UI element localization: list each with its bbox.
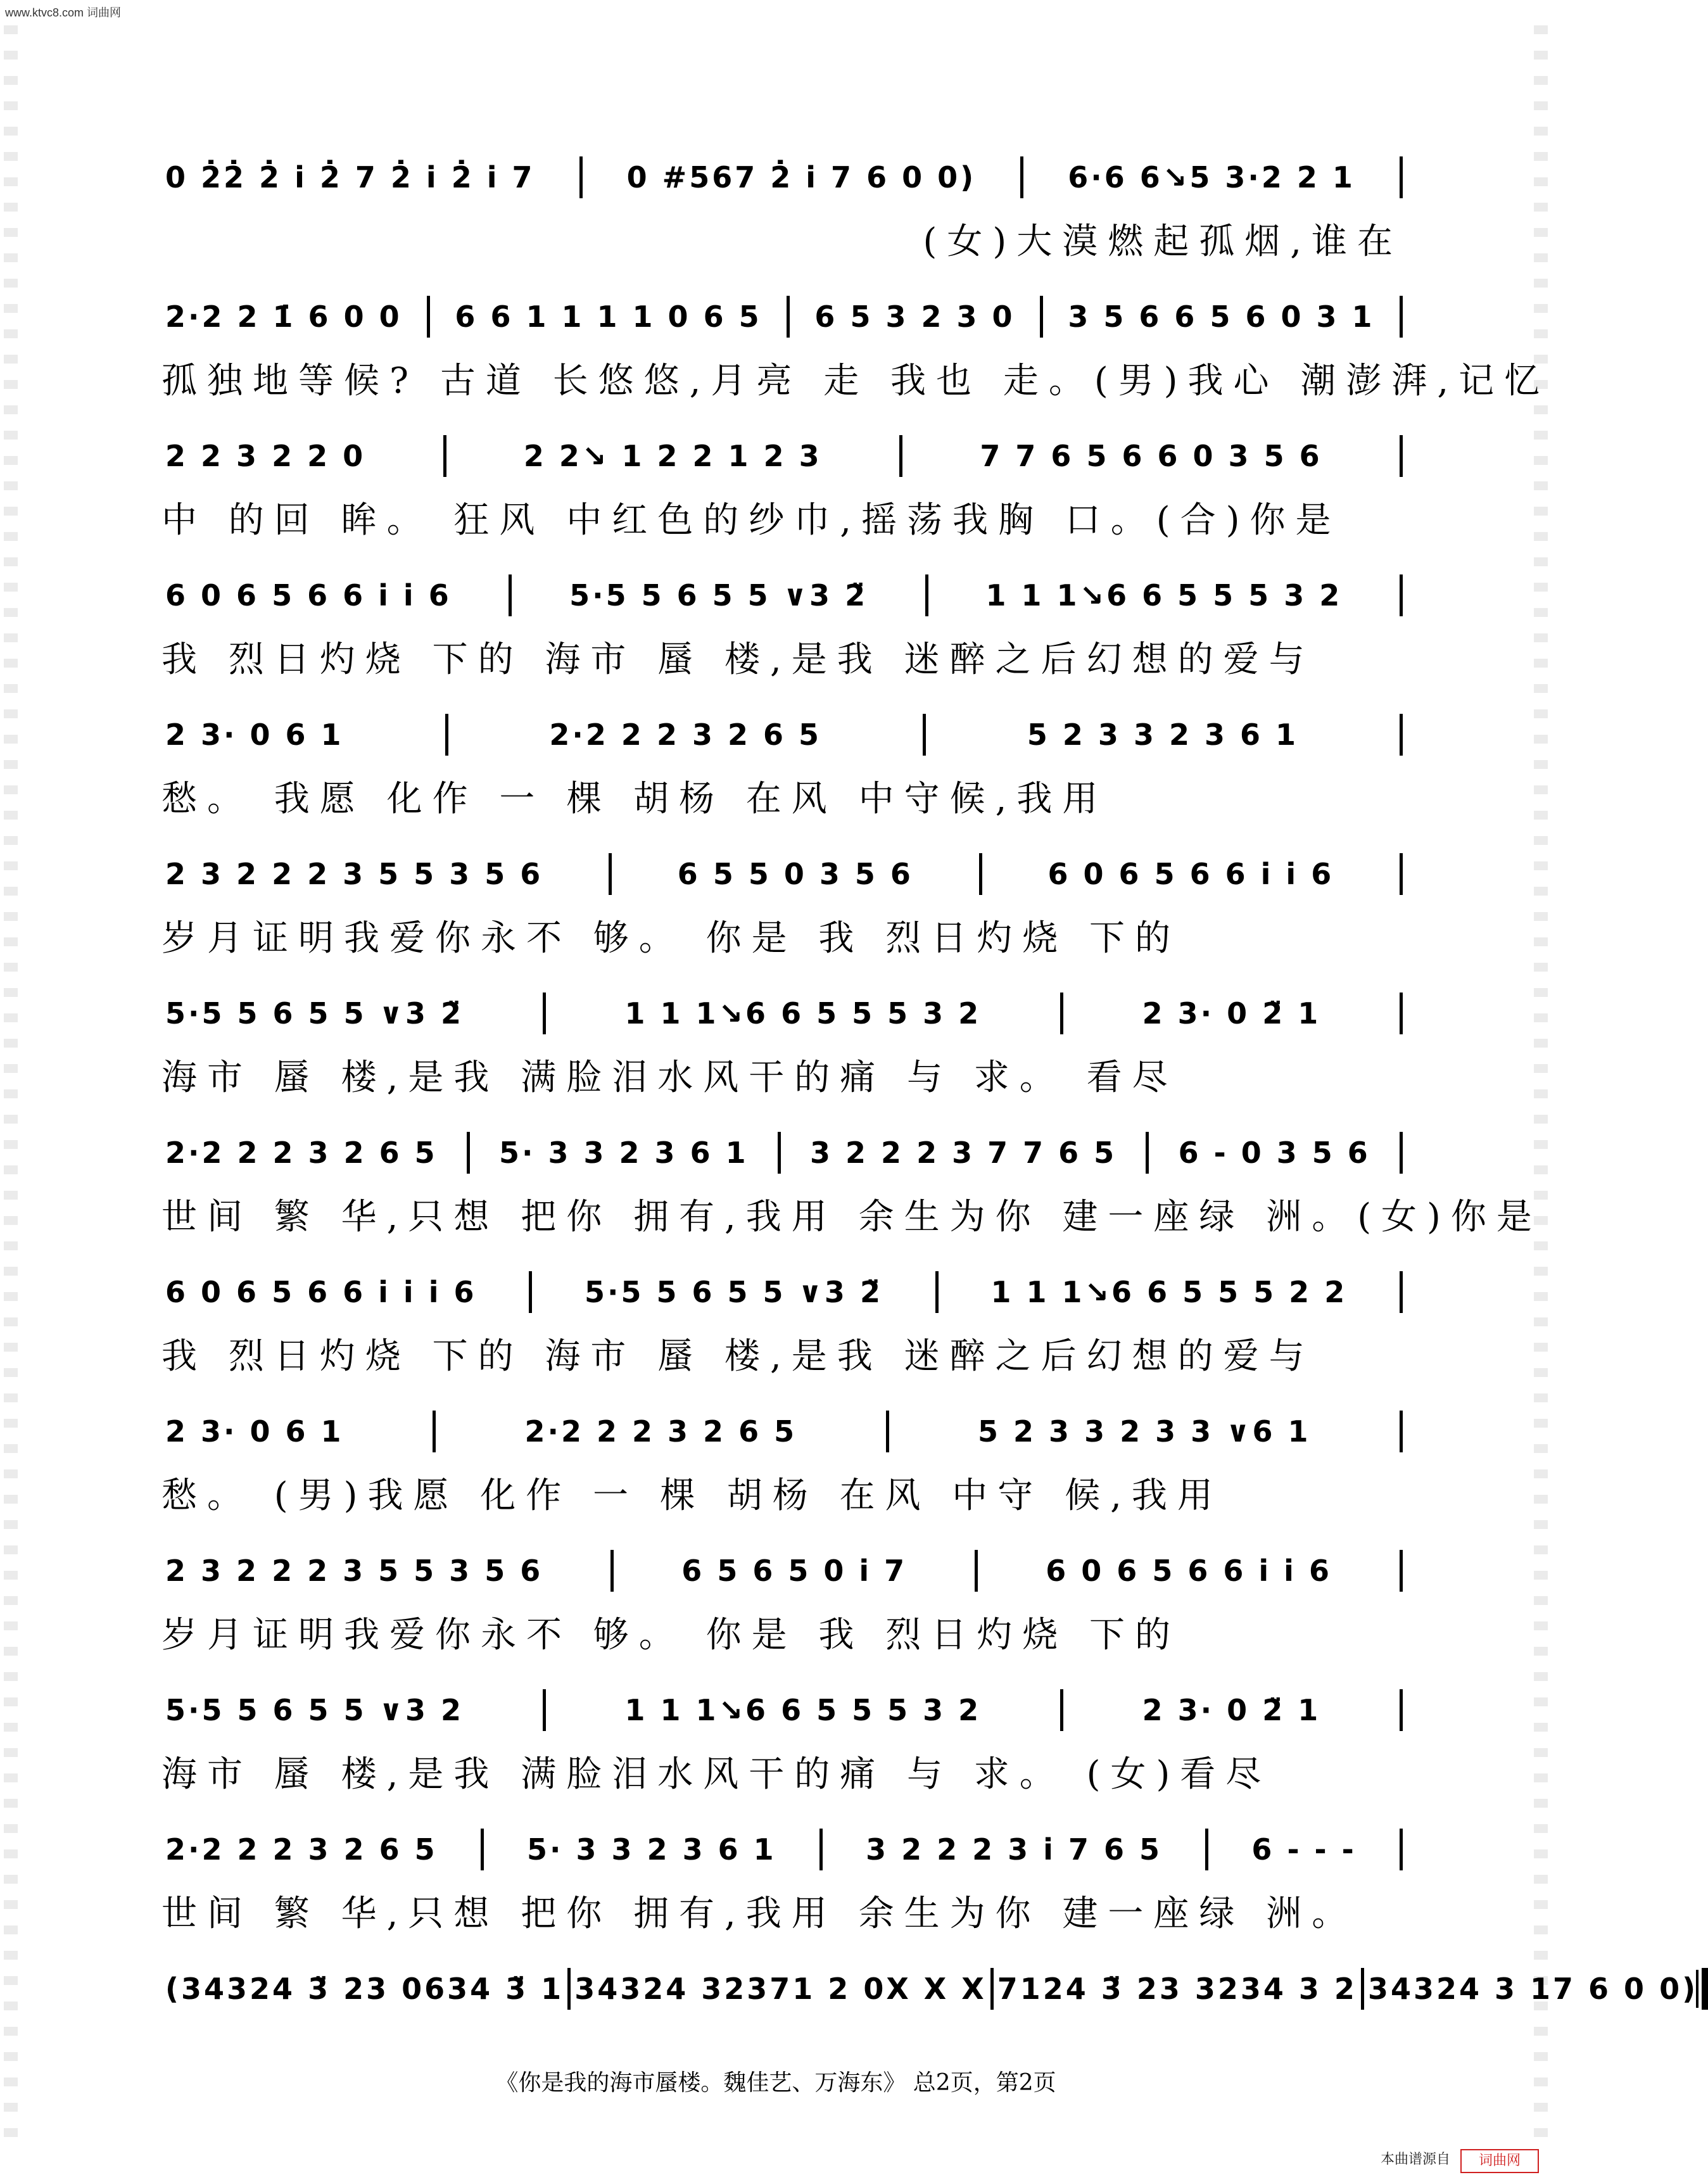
barline: [899, 435, 902, 477]
measure-notes: 2 3· 0 2̈ 1: [1142, 1693, 1321, 1727]
measure-notes: 5 2 3 3 2 3 6 1: [1027, 718, 1299, 752]
notation-line: [161, 700, 1403, 770]
lyric-line: 世间 繁 华,只想 把你 拥有,我用 余生为你 建一座绿 洲。(女)你是: [161, 1196, 1542, 1238]
barline: [1040, 296, 1043, 338]
measure-notes: 2 3· 0 6 1: [165, 718, 344, 752]
barline: [1400, 853, 1403, 895]
measure-notes: 7124 3̈ 23 3234 3 2: [997, 1972, 1357, 2006]
measure-notes: 6 5 3 2 3 0: [814, 300, 1015, 334]
measure-notes: 2·2 2 1̇ 6 0 0: [165, 300, 402, 334]
barline: [443, 435, 446, 477]
measure-notes: 3 5 6 6 5 6 0 3 1: [1068, 300, 1375, 334]
barline: [1400, 1132, 1403, 1174]
barline: [610, 1550, 614, 1592]
barline: [1400, 156, 1403, 198]
measure-notes: 6 5 6 5 0 i 7: [681, 1554, 908, 1588]
measure-notes: 5· 3 3 2 3 6 1: [499, 1136, 749, 1170]
barline: [975, 1550, 978, 1592]
barline: [1400, 993, 1403, 1034]
measure-notes: 6 5 5 0 3 5 6: [677, 857, 913, 891]
measure-notes: (34324 3̈ 23 0634 3̈ 1: [165, 1972, 564, 2006]
score-system: [161, 561, 1403, 700]
measure-notes: 3 2 2 2 3 i 7 6 5: [866, 1832, 1163, 1867]
measure-notes: 5·5 5 6 5 5 ∨3 2̈: [165, 996, 464, 1031]
measure-notes: 34324 3 17 6 0 0): [1367, 1972, 1699, 2006]
notation-line: [161, 1954, 1699, 2024]
barline: [467, 1132, 470, 1174]
barline: [1060, 1689, 1063, 1731]
lyric-line: 海市 蜃 楼,是我 满脸泪水风干的痛 与 求。 看尽: [161, 1057, 1178, 1098]
barline: [427, 296, 430, 338]
measure-notes: 2 2 3 2 2 0: [165, 439, 366, 473]
lyric-line: (女)大漠燃起孤烟,谁在: [923, 221, 1403, 262]
lyric-line: 岁月证明我爱你永不 够。 你是 我 烈日灼烧 下的: [161, 1614, 1181, 1656]
barline: [529, 1271, 532, 1313]
measure-notes: 2 3 2 2 2 3 5 5 3 5 6: [165, 857, 543, 891]
barline: [1400, 435, 1403, 477]
notation-line: [161, 839, 1403, 909]
score-system: [161, 421, 1403, 561]
measure-notes: 1 1 1↘6 6 5 5 5 2 2: [990, 1275, 1348, 1309]
barline: [925, 574, 928, 616]
barline: [1400, 1829, 1403, 1870]
measure-notes: 6 0 6 5 6 6 i i 6: [1046, 1554, 1332, 1588]
lyric-line: 世间 繁 华,只想 把你 拥有,我用 余生为你 建一座绿 洲。: [161, 1893, 1358, 1934]
barline: [979, 853, 982, 895]
measure-notes: 1 1 1↘6 6 5 5 5 3 2: [624, 996, 982, 1031]
measure-notes: 0 #567 2̇ i 7 6 0 0): [626, 160, 977, 194]
lyric-line: 我 烈日灼烧 下的 海市 蜃 楼,是我 迷醉之后幻想的爱与: [161, 639, 1315, 680]
barline: [1400, 714, 1403, 756]
measure-notes: 6 0 6 5 6 6 i i 6: [165, 578, 452, 612]
barline: [778, 1132, 781, 1174]
lyric-line: 孤独地等候? 古道 长悠悠,月亮 走 我也 走。(男)我心 潮澎湃,记忆: [161, 360, 1550, 402]
barline: [1400, 574, 1403, 616]
barline: [1020, 156, 1023, 198]
barline: [445, 714, 448, 756]
barline: [509, 574, 512, 616]
measure-notes: 2·2 2 2 3 2 6 5: [165, 1136, 438, 1170]
barline: [543, 1689, 546, 1731]
score-system: [161, 700, 1403, 839]
notation-line: [161, 979, 1403, 1048]
notation-line: [161, 1397, 1403, 1466]
score-system: [161, 1536, 1403, 1675]
measure-notes: 5· 3 3 2 3 6 1: [527, 1832, 776, 1867]
measure-notes: 6 - - -: [1251, 1832, 1357, 1867]
score-system: [161, 1815, 1403, 1954]
lyric-line: 海市 蜃 楼,是我 满脸泪水风干的痛 与 求。 (女)看尽: [161, 1754, 1272, 1795]
barline: [1400, 1550, 1403, 1592]
barline: [886, 1411, 889, 1452]
source-label: 本曲谱源自: [1380, 2151, 1450, 2167]
barline: [1400, 296, 1403, 338]
lyric-line: 愁。 我愿 化作 一 棵 胡杨 在风 中守候,我用: [161, 778, 1108, 820]
measure-notes: 6·6 6↘5 3·2 2 1: [1068, 160, 1355, 194]
measure-notes: 6 0 6 5 6 6 i i i 6: [165, 1275, 477, 1309]
barline: [1400, 1689, 1403, 1731]
lyric-line: 愁。 (男)我愿 化作 一 棵 胡杨 在风 中守 候,我用: [161, 1475, 1223, 1516]
measure-notes: 2·2 2 2 3 2 6 5: [524, 1414, 797, 1449]
lyric-line: 中 的回 眸。 狂风 中红色的纱巾,摇荡我胸 口。(合)你是: [161, 500, 1341, 541]
final-barline: [1702, 1968, 1708, 2010]
measure-notes: 1 1 1↘6 6 5 5 5 3 2: [624, 1693, 982, 1727]
site-url[interactable]: www.ktvc8.com 词曲网: [5, 6, 122, 19]
score-system: [161, 1257, 1403, 1397]
measure-notes: 34324 32371 2 0X X X: [574, 1972, 987, 2006]
barline: [787, 296, 790, 338]
lyric-line: 岁月证明我爱你永不 够。 你是 我 烈日灼烧 下的: [161, 918, 1181, 959]
notation-line: [161, 421, 1403, 491]
site-logo[interactable]: 词曲网: [1460, 2149, 1539, 2173]
score-system: [161, 143, 1403, 282]
measure-notes: 5·5 5 6 5 5 ∨3 2̈: [584, 1275, 883, 1309]
measure-notes: 5·5 5 6 5 5 ∨3 2̈: [569, 578, 868, 612]
barline: [1146, 1132, 1149, 1174]
barline: [1400, 1271, 1403, 1313]
barline: [1060, 993, 1063, 1034]
barline: [481, 1829, 484, 1870]
barline: [609, 853, 612, 895]
measure-notes: 7 7 6 5 6 6 0 3 5 6: [980, 439, 1322, 473]
score-system: [161, 1118, 1542, 1257]
barline: [1205, 1829, 1208, 1870]
score-system: [161, 839, 1403, 979]
barline: [819, 1829, 823, 1870]
measure-notes: 2·2 2 2 3 2 6 5: [165, 1832, 438, 1867]
notation-line: [161, 1536, 1403, 1606]
barline: [923, 714, 926, 756]
measure-notes: 5 2 3 3 2 3 3 ∨6 1: [978, 1414, 1311, 1449]
barline: [935, 1271, 939, 1313]
notation-line: [161, 1815, 1403, 1884]
measure-notes: 2 3· 0 2̈ 1: [1142, 996, 1321, 1031]
lyric-line: 我 烈日灼烧 下的 海市 蜃 楼,是我 迷醉之后幻想的爱与: [161, 1336, 1315, 1377]
barline: [543, 993, 546, 1034]
barline: [1400, 1411, 1403, 1452]
measure-notes: 6 0 6 5 6 6 i i 6: [1047, 857, 1334, 891]
notation-line: [161, 282, 1403, 352]
measure-notes: 5·5 5 6 5 5 ∨3 2: [165, 1693, 464, 1727]
measure-notes: 6 6 1 1 1 1 0 6 5: [455, 300, 762, 334]
measure-notes: 2 3· 0 6 1: [165, 1414, 344, 1449]
measure-notes: 6 - 0 3 5 6: [1178, 1136, 1370, 1170]
notation-line: [161, 1118, 1403, 1188]
score-system: [161, 282, 1550, 421]
notation-line: [161, 561, 1403, 630]
measure-notes: 2·2 2 2 3 2 6 5: [549, 718, 822, 752]
measure-notes: 2 2↘ 1 2 2 1 2 3: [523, 439, 822, 473]
measure-notes: 3 2 2 2 3 7 7 6 5: [810, 1136, 1117, 1170]
footer-title: 《你是我的海市蜃楼。魏佳艺、万海东》 总2页，第2页: [495, 2070, 1056, 2096]
measure-notes: 1 1 1↘6 6 5 5 5 3 2: [985, 578, 1343, 612]
notation-line: [161, 143, 1403, 212]
barline: [579, 156, 583, 198]
measure-notes: 2 3 2 2 2 3 5 5 3 5 6: [165, 1554, 543, 1588]
notation-line: [161, 1257, 1403, 1327]
score-system: [161, 1397, 1403, 1536]
measure-notes: 0 2̇2̇ 2̇ i 2̇ 7 2̇ i 2̇ i 7: [165, 160, 535, 194]
score-system: [161, 979, 1403, 1118]
score-system: [161, 1675, 1403, 1815]
barline: [433, 1411, 436, 1452]
notation-line: [161, 1675, 1403, 1745]
